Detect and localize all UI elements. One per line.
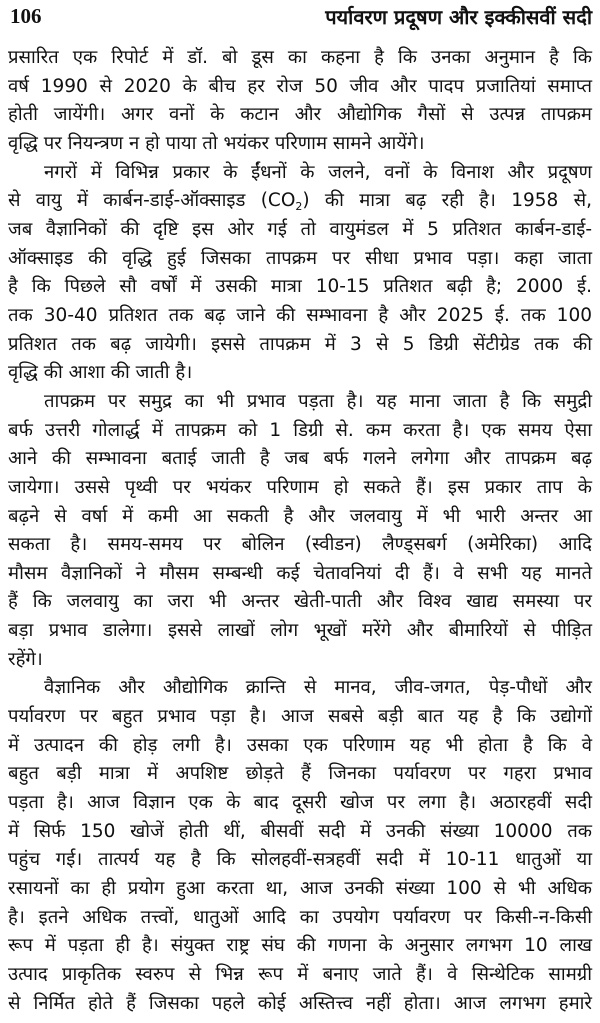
line-text: ऑक्साइड की वृद्धि हुई जिसका तापक्रम पर सीधा प्रभाव पड़ा। कहा जाता: [8, 247, 592, 269]
line-text: हैं कि जलवायु का जरा भी अन्तर खेती-पाती और विश्व खाद्य समस्या पर: [8, 591, 592, 613]
line-text: पड़ता है। आज विज्ञान एक के बाद दूसरी खोज पर लगा है। अठारहवीं सदी: [8, 792, 592, 814]
text-line: [8, 703, 592, 732]
line-text: बहुत बड़ी मात्रा में अपशिष्ट छोड़ते हैं जिनका पर्यावरण पर गहरा प्रभाव: [8, 763, 592, 785]
line-text: रसायनों का ही प्रयोग हुआ करता था, आज उनकी संख्या 100 से भी अधिक: [8, 878, 592, 900]
text-line: [8, 646, 592, 675]
text-line: [8, 932, 592, 961]
text-line: [8, 44, 592, 73]
line-text: में उत्पादन की होड़ लगी है। उसका एक परिणाम यह भी होता है कि वे: [8, 734, 592, 756]
line-text-continued: ) की मात्रा बढ़ रही है। 1958 से,: [302, 190, 592, 212]
text-line: [8, 875, 592, 904]
line-text: तक 30-40 प्रतिशत तक बढ़ जाने की सम्भावना है और 2025 ई. तक 100: [8, 304, 592, 326]
text-line: [8, 187, 592, 216]
text-line: [8, 990, 592, 1019]
line-text: तापक्रम पर समुद्र का भी प्रभाव पड़ता है। यह माना जाता है कि समुद्री: [44, 390, 592, 412]
line-text: बर्फ उत्तरी गोलार्द्ध में तापक्रम को 1 डिग्री से. कम करता है। एक समय ऐसा: [8, 419, 592, 441]
text-line: [8, 818, 592, 847]
line-text: वृद्धि की आशा की जाती है।: [8, 362, 193, 384]
line-text: वैज्ञानिक और औद्योगिक क्रान्ति से मानव, जीव-जगत, पेड़-पौधों और: [44, 677, 592, 699]
body-text: [8, 44, 592, 1018]
text-line: [8, 846, 592, 875]
text-line: [8, 73, 592, 102]
page-number: 106: [10, 3, 42, 28]
text-line: [8, 130, 592, 159]
line-text: सकता है। समय-समय पर बोलिन (स्वीडन) लैण्ड्सबर्ग (अमेरिका) आदि: [8, 534, 592, 556]
subscript: 2: [295, 200, 303, 214]
line-text: पर्यावरण पर बहुत प्रभाव पड़ा है। आज सबसे बड़ी बात यह है कि उद्योगों: [8, 706, 592, 728]
text-line: [8, 760, 592, 789]
text-line: [8, 904, 592, 933]
text-line: [8, 445, 592, 474]
text-line: [8, 101, 592, 130]
text-line: [8, 588, 592, 617]
line-text: रहेंगे।: [8, 648, 43, 670]
line-text: उत्पाद प्राकृतिक स्वरुप से भिन्न रूप में बनाए जाते हैं। वे सिन्थेटिक सामग्री: [8, 964, 592, 985]
line-text: आने की सम्भावना बताई जाती है जब बर्फ गलने लगेगा और तापक्रम बढ़: [8, 448, 592, 470]
line-text: वर्ष 1990 से 2020 के बीच हर रोज 50 जीव और पादप प्रजातियां समाप्त: [8, 75, 592, 97]
line-text: में सिर्फ 150 खोजें होती थीं, बीसवीं सदी में उनकी संख्या 10000 तक: [8, 820, 592, 842]
line-text: प्रतिशत तक बढ़ जायेगी। इससे तापक्रम में 3 से 5 डिग्री सेंटीग्रेड तक की: [8, 333, 592, 355]
line-text: पहुंच गई। तात्पर्य यह है कि सोलहवीं-सत्रहवीं सदी में 10-11 धातुओं या: [8, 849, 592, 871]
paragraph-start-line: [8, 674, 592, 703]
line-text: प्रसारित एक रिपोर्ट में डॉ. बो डूस का कहना है कि उनका अनुमान है कि: [8, 47, 592, 68]
text-line: [8, 617, 592, 646]
line-text: बड़ा प्रभाव डालेगा। इससे लाखों लोग भूखों मरेंगे और बीमारियों से पीड़ित: [8, 620, 592, 642]
line-text: नगरों में विभिन्न प्रकार के ईंधनों के जलने, वनों के विनाश और प्रदूषण: [44, 161, 592, 183]
text-line: [8, 331, 592, 360]
line-text: जायेगा। उससे पृथ्वी पर भयंकर परिणाम हो सकते हैं। इस प्रकार ताप के: [8, 476, 592, 498]
text-line: [8, 560, 592, 589]
text-line: [8, 273, 592, 302]
line-text: वृद्धि पर नियन्त्रण न हो पाया तो भयंकर परिणाम सामने आयेंगे।: [8, 132, 425, 154]
line-text: बढ़ने से वर्षा में कमी आ सकती है और जलवायु में भी भारी अन्तर आ: [8, 505, 592, 527]
running-title: पर्यावरण प्रदूषण और इक्कीसवीं सदी: [325, 4, 592, 29]
line-text: से वायु में कार्बन-डाई-ऑक्साइड (CO: [8, 190, 296, 212]
text-line: [8, 302, 592, 331]
text-line: [8, 789, 592, 818]
paragraph-start-line: [8, 388, 592, 417]
text-line: [8, 474, 592, 503]
line-text: से निर्मित होते हैं जिसका पहले कोई अस्तित्त्व नहीं होता। आज लगभग हमारे: [8, 992, 592, 1014]
line-text: मौसम वैज्ञानिकों ने मौसम सम्बन्धी कई चेतावनियां दी हैं। वे सभी यह मानते: [8, 562, 592, 584]
text-line: [8, 531, 592, 560]
paragraph-start-line: [8, 159, 592, 188]
line-text: है। इतने अधिक तत्त्वों, धातुओं आदि का उपयोग पर्यावरण पर किसी-न-किसी: [8, 906, 592, 928]
text-line: [8, 359, 592, 388]
line-text: होती जायेंगी। अगर वनों के कटान और औद्योगिक गैसों से उत्पन्न तापक्रम: [8, 104, 592, 126]
line-text: है कि पिछले सौ वर्षों में उसकी मात्रा 10-15 प्रतिशत बढ़ी है; 2000 ई.: [8, 276, 592, 298]
page-header: [10, 2, 592, 30]
text-line: [8, 216, 592, 245]
text-line: [8, 503, 592, 532]
line-text: जब वैज्ञानिकों की दृष्टि इस ओर गई तो वायुमंडल में 5 प्रतिशत कार्बन-डाई-: [8, 218, 592, 240]
text-line: [8, 245, 592, 274]
line-text: रूप में पड़ता ही है। संयुक्त राष्ट्र संघ की गणना के अनुसार लगभग 10 लाख: [8, 935, 592, 957]
text-line: [8, 961, 592, 990]
text-line: [8, 417, 592, 446]
text-line: [8, 732, 592, 761]
